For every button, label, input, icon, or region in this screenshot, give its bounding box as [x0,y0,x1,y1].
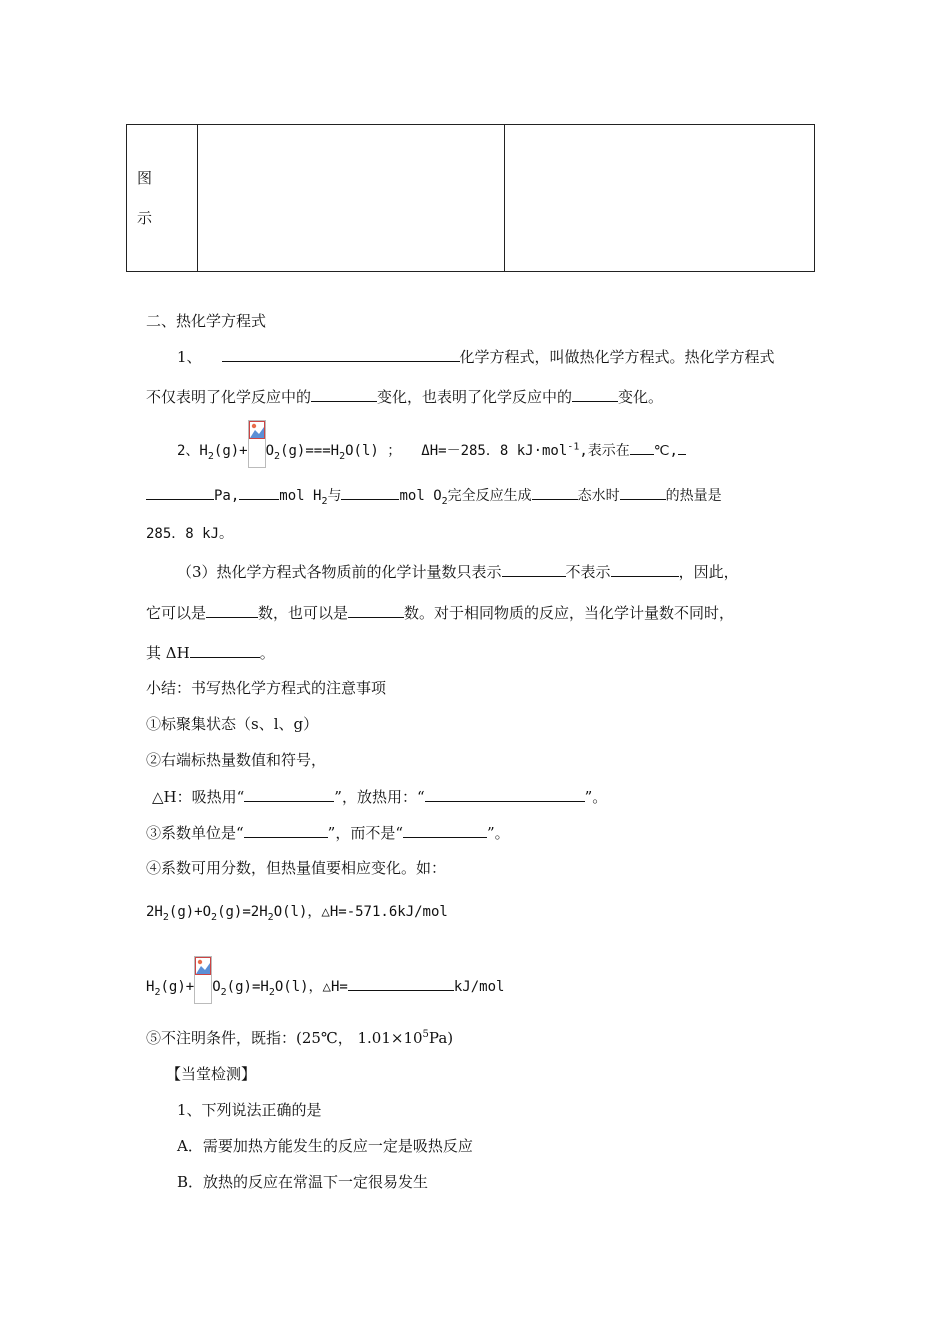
blank-input[interactable] [502,561,566,577]
equation-1: $2H_2(g)+O_2(g)=2H_2O(l)$，△H=-571.6kJ/mol [146,904,448,923]
figure-label-cell [127,125,198,272]
summary-item-5: ⑤不注明条件，既指：(25℃， $1.01\times 10^5Pa$) [146,1029,454,1047]
blank-input[interactable] [678,439,686,455]
summary-item-1: ①标聚集状态（s、l、g） [146,715,319,733]
blank-input[interactable] [532,484,578,500]
figure-label-line2: 示 [137,209,153,227]
blank-input[interactable] [348,975,454,991]
paragraph-1-line-2: 不仅表明了化学反应中的 变化，也表明了化学反应中的 变化。 [146,388,664,406]
blank-input[interactable] [206,602,258,618]
fraction-image-placeholder [194,956,212,1004]
blank-input[interactable] [630,439,654,455]
figure-label-line1: 图 [137,169,153,187]
broken-image-icon [195,957,211,975]
quiz-question-1: 1、下列说法正确的是 [177,1101,322,1119]
paragraph-2-line-2: Pa, mol $H_2$与 mol $O_2$完全反应生成 态水时 的热量是 [146,484,722,506]
summary-item-3: ③系数单位是“ ”，而不是“ ”。 [146,824,510,842]
equation-2: $H_2(g)+$ $O_2(g)=H_2O(l)$，△H= kJ/mol [146,970,504,1004]
blank-input[interactable] [190,642,260,658]
section-heading: 二、热化学方程式 [146,312,267,330]
summary-item-2-detail: △H：吸热用“ ”，放热用：“ ”。 [152,788,608,806]
summary-title: 小结：书写热化学方程式的注意事项 [146,679,387,697]
blank-input[interactable] [572,386,618,402]
paragraph-2-line-1: 2、$H_2(g)+$ $O_2(g)===H_2O(l)$ ； ΔH=－285．8 kJ·mol$^{-1}$,表示在 ℃, [177,434,686,468]
summary-item-4: ④系数可用分数，但热量值要相应变化。如： [146,859,447,877]
blank-input[interactable] [311,386,377,402]
paragraph-2-line-3: 285．8 kJ。 [146,526,234,542]
blank-input[interactable] [222,346,460,362]
blank-input[interactable] [244,822,328,838]
broken-image-icon [249,421,265,439]
blank-input[interactable] [611,561,679,577]
quiz-option-a[interactable]: A．需要加热方能发生的反应一定是吸热反应 [177,1137,473,1155]
blank-input[interactable] [425,786,585,802]
summary-item-2: ②右端标热量数值和符号， [146,751,327,769]
figure-table [126,124,815,272]
figure-cell-exothermic [505,125,815,272]
paragraph-3-line-2: 它可以是 数，也可以是 数。对于相同物质的反应，当化学计量数不同时， [146,604,735,622]
blank-input[interactable] [620,484,666,500]
fraction-image-placeholder [248,420,266,468]
quiz-option-b[interactable]: B．放热的反应在常温下一定很易发生 [177,1173,429,1191]
blank-input[interactable] [244,786,334,802]
paragraph-3-line-1: （3）热化学方程式各物质前的化学计量数只表示 不表示 ，因此， [177,563,739,581]
quiz-heading: 【当堂检测】 [166,1065,257,1083]
blank-input[interactable] [146,484,214,500]
paragraph-1-line-1: 1、 化学方程式，叫做热化学方程式。热化学方程式 [177,348,775,366]
blank-input[interactable] [239,484,279,500]
figure-cell-endothermic [198,125,505,272]
blank-input[interactable] [348,602,404,618]
blank-input[interactable] [403,822,487,838]
blank-input[interactable] [341,484,399,500]
paragraph-3-line-3: 其 ΔH 。 [146,644,275,662]
